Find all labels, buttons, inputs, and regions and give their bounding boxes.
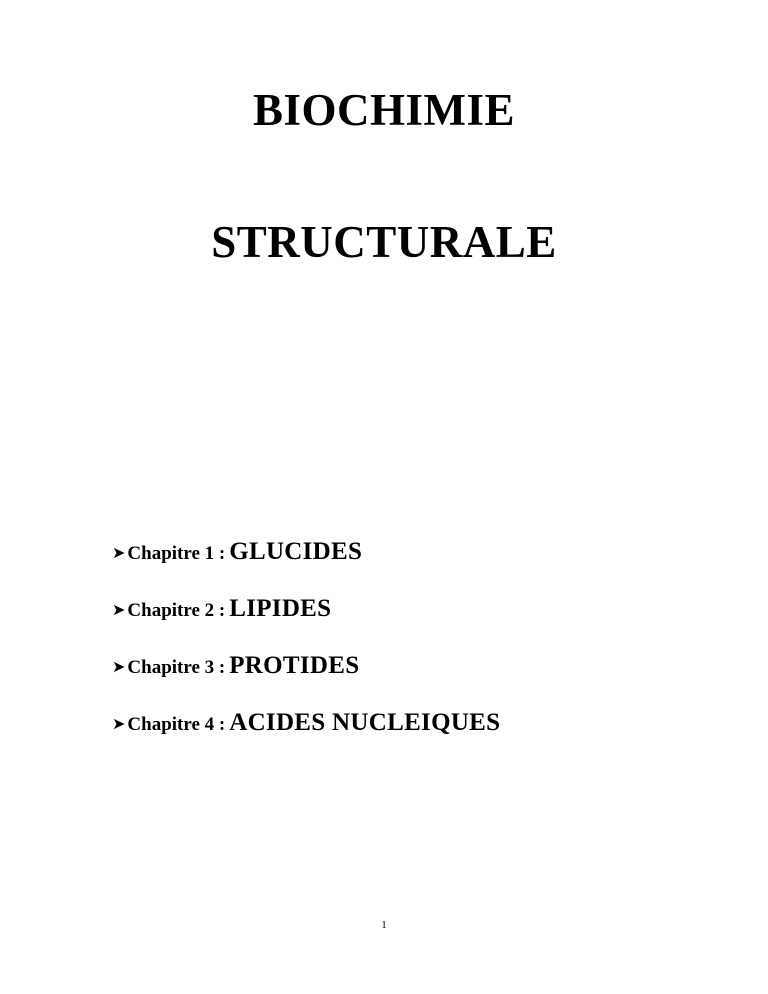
document-title [0, 84, 768, 269]
chapter-title: ACIDES NUCLEIQUES [229, 709, 501, 736]
list-item [112, 709, 712, 737]
table-of-contents [112, 538, 712, 766]
chapter-label: Chapitre 2 : [127, 600, 226, 621]
page-number: 1 [381, 919, 387, 931]
chapter-title: PROTIDES [229, 652, 360, 679]
arrow-bullet-icon: ➤ [112, 600, 126, 619]
chapter-label: Chapitre 4 : [127, 714, 226, 735]
title-line-1: BIOCHIMIE [252, 85, 516, 135]
list-item [112, 595, 712, 623]
arrow-bullet-icon: ➤ [112, 714, 126, 733]
list-item [112, 538, 712, 566]
title-line-2: STRUCTURALE [211, 217, 557, 268]
arrow-bullet-icon: ➤ [112, 543, 126, 562]
arrow-bullet-icon: ➤ [112, 657, 126, 676]
list-item [112, 652, 712, 680]
chapter-title: GLUCIDES [229, 538, 363, 565]
chapter-label: Chapitre 1 : [127, 543, 226, 564]
chapter-label: Chapitre 3 : [127, 657, 226, 678]
chapter-title: LIPIDES [229, 595, 332, 622]
